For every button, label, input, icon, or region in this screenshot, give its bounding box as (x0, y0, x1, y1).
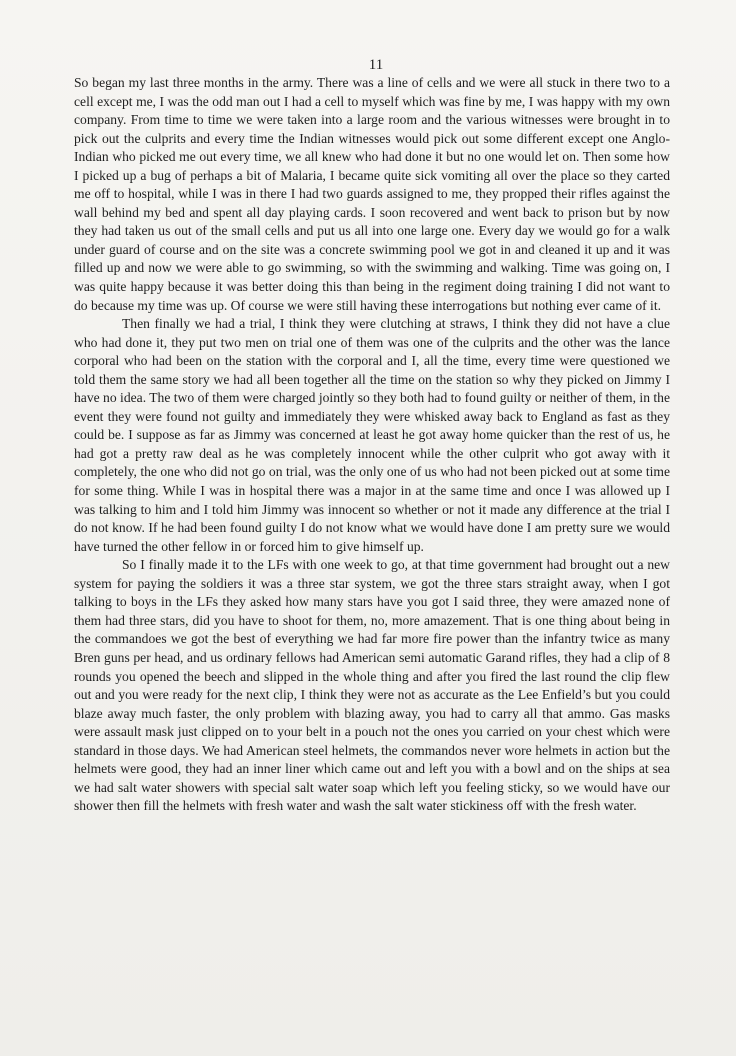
body-text (74, 74, 670, 816)
paragraph-1: So began my last three months in the army. There was a line of cells and we were all stuck in there two to a cell except me, I was the odd man out I had a cell to myself which was fine by me, I was happy with my own company. From time to time we were taken into a large room and the various witnesses were brought in to pick out the culprits and every time the Indian witnesses would pick out some different except one Anglo- Indian who picked me out every time, we all knew who had done it but no one would let on. Then some how I picked up a bug of perhaps a bit of Malaria, I became quite sick vomiting all over the place so they carted me off to hospital, while I was in there I had two guards assigned to me, they propped their rifles against the wall behind my bed and spent all day playing cards. I soon recovered and went back to prison but by now they had taken us out of the small cells and put us all into one large one. Every day we would go for a walk under guard of course and on the site was a concrete swimming pool we got in and cleaned it up and it was filled up and now we were able to go swimming, so with the swimming and walking. Time was going on, I was quite happy because it was better doing this than being in the regiment doing training I did not want to do because my time was up. Of course we were still having these interrogations but nothing ever came of it. (74, 75, 670, 313)
page-number: 11 (368, 57, 384, 73)
paragraph-3: So I finally made it to the LFs with one week to go, at that time government had brought out a new system for paying the soldiers it was a three star system, we got the three stars straight away, when I got talking to boys in the LFs they asked how many stars have you got I said three, they were amazed none of them had three stars, did you have to shoot for them, no, more amazement. That is one thing about being in the commandoes we got the best of everything we had far more fire power than the infantry twice as many Bren guns per head, and us ordinary fellows had American semi automatic Garand rifles, they had a clip of 8 rounds you opened the beech and slipped in the whole thing and after you fired the last round the clip flew out and you were ready for the next clip, I think they were not as accurate as the Lee Enfield’s but you could blaze away much faster, the only problem with blazing away, you had to carry all that ammo. Gas masks were assault mask just clipped on to your belt in a pouch not the ones you carried on your chest which were standard in those days. We had American steel helmets, the commandos never wore helmets in action but the helmets were good, they had an inner liner which came out and left you with a bowl and on the ships at sea we had salt water showers with special salt water soap which left you feeling sticky, so we would have our shower then fill the helmets with fresh water and wash the salt water stickiness off with the fresh water. (74, 557, 670, 814)
paragraph-2: Then finally we had a trial, I think they were clutching at straws, I think they did not have a clue who had done it, they put two men on trial one of them was one of the culprits and the other was the lance corporal who had been on the station with the corporal and I, all the time, every time were questioned we told them the same story we had all been together all the time on the station so why they picked on Jimmy I have no idea. The two of them were charged jointly so they both had to found guilty or neither of them, in the event they were found not guilty and immediately they were whisked away back to England as fast as they could be. I suppose as far as Jimmy was concerned at least he got away home quicker than the rest of us, he had got a pretty raw deal as he was completely innocent while the other culprit who got away with it completely, the one who did not go on trial, was the only one of us who had not been picked out at some time for some thing. While I was in hospital there was a major in at the same time and once I was allowed up I was talking to him and I told him Jimmy was innocent so whether or not it made any difference at the trial I do not know. If he had been found guilty I do not know what we would have done I am pretty sure we would have turned the other fellow in or forced him to give himself up. (74, 316, 670, 554)
